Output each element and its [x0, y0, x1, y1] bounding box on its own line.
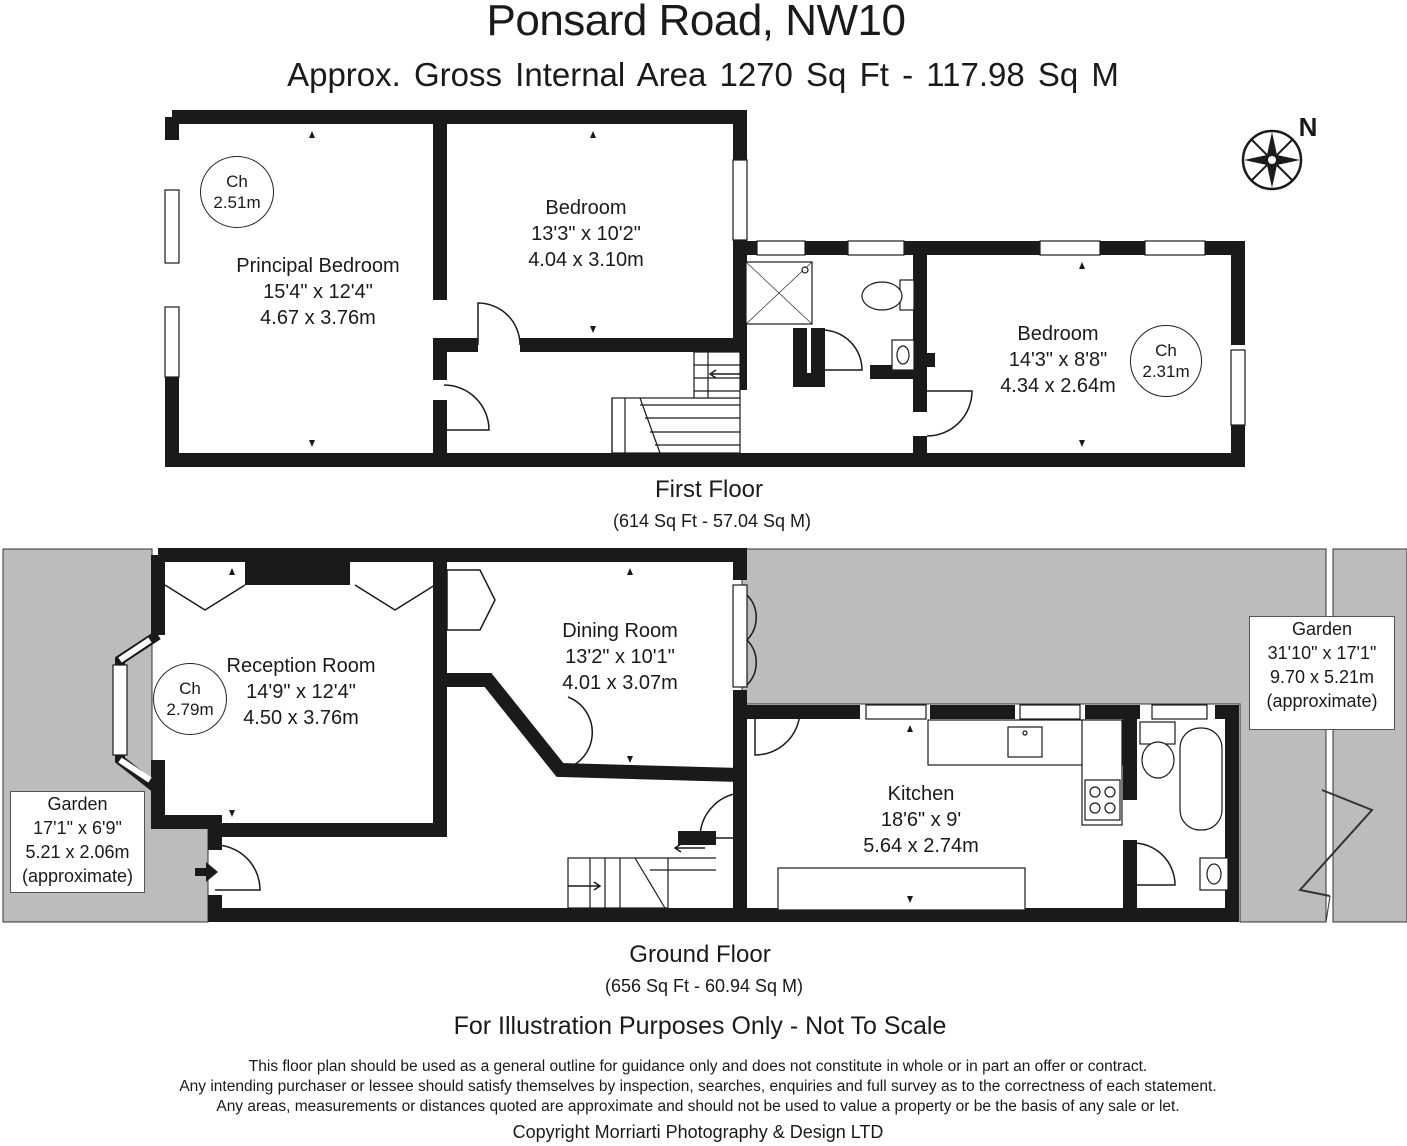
toilet-cistern-ground: [1140, 722, 1175, 744]
first-floor-area: (614 Sq Ft - 57.04 Sq M): [612, 511, 812, 531]
ch-label: Ch: [1155, 341, 1177, 360]
gross-area-subtitle: Approx. Gross Internal Area 1270 Sq Ft - 117.98 Sq M: [287, 56, 1119, 93]
toilet-bowl-ground: [1142, 742, 1174, 778]
first-floor-stairs: [612, 352, 743, 453]
ch-value: 2.51m: [213, 193, 261, 212]
garden-name: Garden: [47, 794, 108, 814]
ch-value: 2.79m: [166, 700, 214, 719]
first-floor-bathroom: [746, 262, 914, 370]
copyright-text: Copyright Morriarti Photography & Design LTD: [512, 1122, 884, 1142]
page-title: Ponsard Road, NW10: [486, 0, 906, 45]
room-imperial: 15'4" x 12'4": [263, 281, 373, 303]
bathtub: [1180, 728, 1222, 830]
ch-value: 2.31m: [1142, 362, 1190, 381]
ground-floor-stairs: [568, 844, 716, 908]
room-name: Principal Bedroom: [236, 255, 400, 277]
room-name: Reception Room: [226, 655, 376, 677]
ground-floor-name: Ground Floor: [629, 941, 771, 968]
room-imperial: 18'6" x 9': [880, 809, 962, 831]
garden-imperial: 31'10" x 17'1": [1267, 643, 1377, 663]
side-garden-strip: [1333, 549, 1407, 922]
kitchen-fixtures: [778, 720, 1228, 910]
room-name: Dining Room: [562, 620, 678, 642]
room-metric: 4.34 x 2.64m: [1000, 375, 1116, 397]
room-metric: 4.01 x 3.07m: [562, 672, 678, 694]
room-metric: 4.67 x 3.76m: [260, 307, 376, 329]
hob: [1085, 780, 1120, 820]
illustration-notice: For Illustration Purposes Only - Not To Scale: [453, 1012, 947, 1040]
room-name: Kitchen: [887, 783, 955, 805]
kitchen-label: [863, 781, 979, 859]
reception-room-label: [227, 653, 376, 731]
garden-note: (approximate): [1266, 691, 1378, 711]
disclaimer-line: Any intending purchaser or lessee should satisfy themselves by inspection, searches, enquiries and full survey as to the correctness of each statement.: [179, 1078, 1217, 1095]
room-imperial: 13'3" x 10'2": [531, 223, 641, 245]
disclaimer-line: This floor plan should be used as a general outline for guidance only and does not constitute in whole or in part an offer or contract.: [248, 1058, 1148, 1075]
principal-bedroom-label: [236, 253, 399, 331]
room-name: Bedroom: [1017, 323, 1099, 345]
room-name: Bedroom: [545, 197, 627, 219]
garden-metric: 9.70 x 5.21m: [1269, 667, 1375, 687]
room-metric: 4.04 x 3.10m: [528, 249, 644, 271]
room-imperial: 14'3" x 8'8": [1008, 349, 1108, 371]
ch-label: Ch: [179, 679, 201, 698]
disclaimer-line: Any areas, measurements or distances quoted are approximate and should not be used to value a property or be the basis of any sale or let.: [216, 1098, 1180, 1115]
toilet-bowl: [862, 282, 902, 310]
garden-imperial: 17'1" x 6'9": [33, 818, 122, 838]
ch-label: Ch: [226, 172, 248, 191]
ceiling-height-reception: [153, 663, 227, 735]
room-imperial: 13'2" x 10'1": [565, 646, 675, 668]
garden-name: Garden: [1291, 619, 1353, 639]
room-metric: 4.50 x 3.76m: [243, 707, 359, 729]
ground-floor-area: (656 Sq Ft - 60.94 Sq M): [604, 976, 804, 996]
kitchen-counter: [778, 868, 1025, 910]
compass-north-label: N: [1298, 112, 1318, 142]
first-floor-name: First Floor: [655, 476, 763, 503]
rear-garden-label: [1249, 616, 1395, 730]
garden-metric: 5.21 x 2.06m: [25, 842, 130, 862]
bedroom-2-label: [1000, 321, 1116, 399]
bedroom-1-label: [528, 195, 644, 273]
garden-note: (approximate): [21, 866, 134, 886]
room-imperial: 14'9" x 12'4": [246, 681, 356, 703]
front-garden-label: [10, 791, 145, 893]
dining-room-label: [562, 618, 678, 696]
compass-rose-icon: [1243, 131, 1301, 189]
ceiling-height-principal: [200, 156, 274, 228]
ceiling-height-bedroom: [1130, 325, 1202, 397]
room-metric: 5.64 x 2.74m: [863, 835, 979, 857]
